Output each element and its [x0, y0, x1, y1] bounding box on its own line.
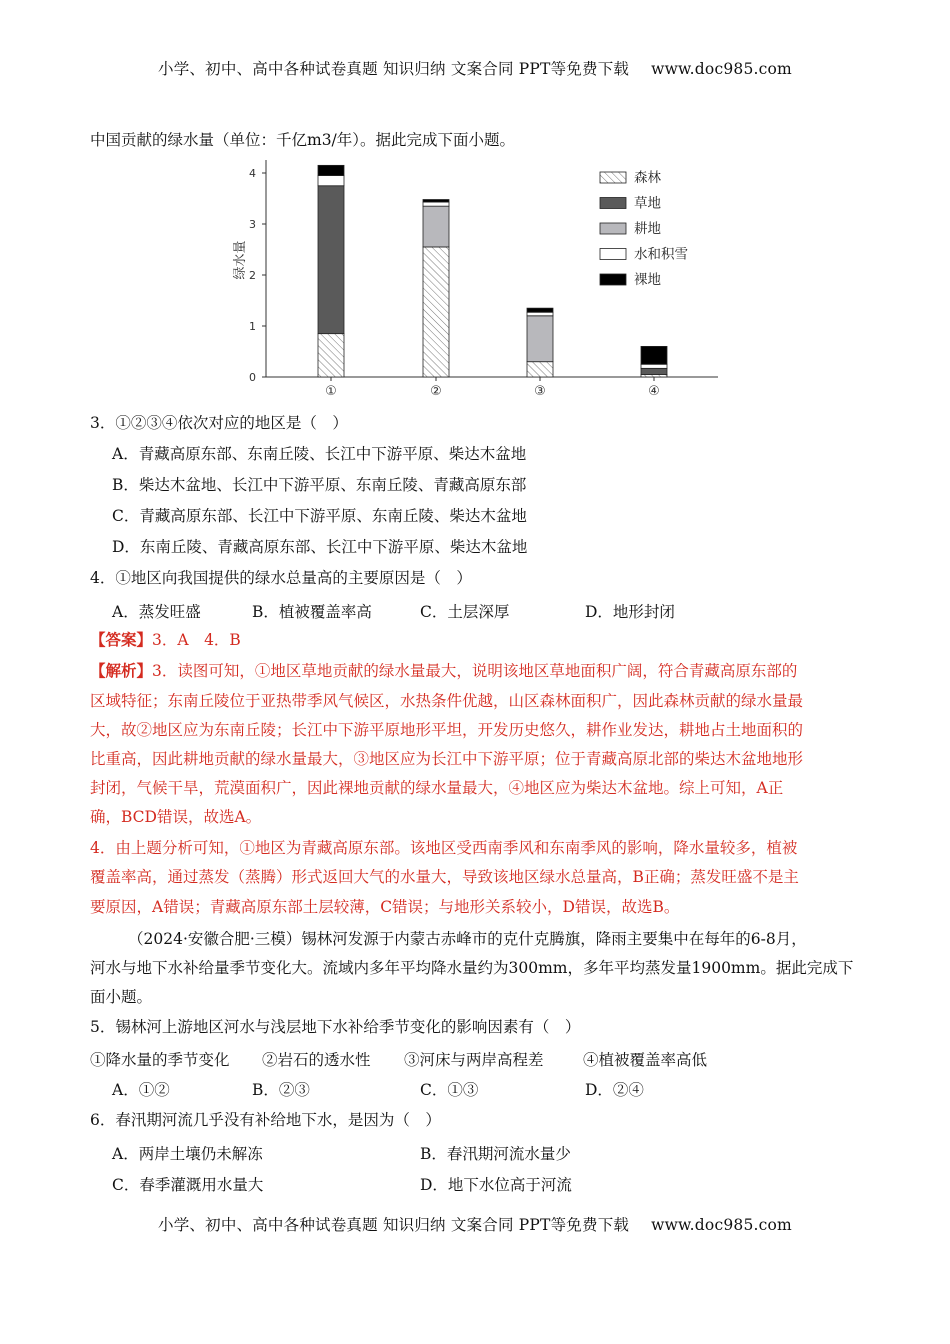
- passage-line-1: （2024·安徽合肥·三模）锡林河发源于内蒙古赤峰市的克什克腾旗，降雨主要集中在每年的6-8月，: [128, 930, 807, 948]
- q5-factor-1: ①降水量的季节变化: [90, 1051, 230, 1069]
- bar-segment: [318, 334, 344, 377]
- passage-line-2: 河水与地下水补给量季节变化大。流域内多年平均降水量约为300mm，多年平均蒸发量1900mm。据此完成下: [90, 959, 854, 977]
- q6-option-a[interactable]: A．两岸土壤仍未解冻: [112, 1145, 263, 1163]
- bar-segment: [423, 200, 449, 203]
- bar-segment: [423, 247, 449, 377]
- footer-text: 小学、初中、高中各种试卷真题 知识归纳 文案合同 PPT等免费下载: [158, 1216, 630, 1234]
- analysis-line-3: 大，故②地区应为东南丘陵；长江中下游平原地形平坦，开发历史悠久，耕作业发达，耕地占土地面积的: [90, 721, 804, 739]
- page-footer: [0, 1213, 950, 1235]
- q3-option-c[interactable]: C．青藏高原东部、长江中下游平原、东南丘陵、柴达木盆地: [112, 507, 527, 525]
- x-tick-label: ②: [430, 384, 442, 399]
- bar-segment: [318, 186, 344, 334]
- legend-swatch: [600, 249, 626, 260]
- bar-segment: [527, 316, 553, 362]
- passage-line-3: 面小题。: [90, 988, 153, 1006]
- y-axis-label: 绿水量: [233, 240, 248, 280]
- y-tick-label: 0: [249, 371, 256, 384]
- y-tick-label: 4: [249, 167, 256, 180]
- y-tick-label: 2: [249, 269, 256, 282]
- analysis-line-9: 要原因，A错误；青藏高原东部土层较薄，C错误；与地形关系较小，D错误，故选B。: [90, 898, 680, 916]
- header-url[interactable]: www.doc985.com: [651, 60, 792, 78]
- legend-label: 草地: [634, 195, 661, 212]
- q3-option-b[interactable]: B．柴达木盆地、长江中下游平原、东南丘陵、青藏高原东部: [112, 476, 527, 494]
- analysis-line-2: 区域特征；东南丘陵位于亚热带季风气候区，水热条件优越，山区森林面积广，因此森林贡献的绿水量最: [90, 692, 804, 710]
- legend-label: 裸地: [634, 272, 661, 288]
- q4-option-c[interactable]: C．土层深厚: [420, 603, 510, 621]
- q5-option-a[interactable]: A．①②: [112, 1081, 170, 1099]
- q6-option-d[interactable]: D．地下水位高于河流: [420, 1176, 572, 1194]
- q3-stem: 3．①②③④依次对应的地区是（ ）: [90, 414, 348, 432]
- analysis-line-6: 确，BCD错误，故选A。: [90, 808, 262, 826]
- legend-swatch: [600, 198, 626, 209]
- legend-swatch: [600, 223, 626, 234]
- x-tick-label: ①: [325, 384, 337, 399]
- q3-option-a[interactable]: A．青藏高原东部、东南丘陵、长江中下游平原、柴达木盆地: [112, 445, 527, 463]
- q5-factor-2: ②岩石的透水性: [262, 1051, 371, 1069]
- legend-swatch: [600, 172, 626, 183]
- legend-label: 水和积雪: [634, 246, 688, 263]
- q5-option-d[interactable]: D．②④: [585, 1081, 644, 1099]
- bar-segment: [318, 176, 344, 186]
- analysis-line-4: 比重高，因此耕地贡献的绿水量最大，③地区应为长江中下游平原；位于青藏高原北部的柴达木盆地地形: [90, 750, 804, 768]
- legend-label: 森林: [634, 170, 661, 186]
- analysis-line-5: 封闭，气候干旱，荒漠面积广，因此裸地贡献的绿水量最大，④地区应为柴达木盆地。综上可知，A正: [90, 779, 784, 797]
- x-tick-label: ③: [534, 384, 546, 399]
- q6-option-b[interactable]: B．春汛期河流水量少: [420, 1145, 571, 1163]
- y-tick-label: 1: [249, 320, 256, 333]
- analysis-line-8: 覆盖率高，通过蒸发（蒸腾）形式返回大气的水量大，导致该地区绿水总量高，B正确；蒸发旺盛不是主: [90, 868, 799, 886]
- footer-url[interactable]: www.doc985.com: [651, 1216, 792, 1234]
- x-tick-label: ④: [648, 384, 660, 399]
- q6-stem: 6．春汛期河流几乎没有补给地下水，是因为（ ）: [90, 1111, 441, 1129]
- answer-line: [90, 629, 241, 651]
- q5-factor-3: ③河床与两岸高程差: [404, 1051, 544, 1069]
- q3-option-d[interactable]: D．东南丘陵、青藏高原东部、长江中下游平原、柴达木盆地: [112, 538, 528, 556]
- bar-segment: [527, 308, 553, 312]
- green-water-chart: [210, 160, 730, 400]
- bar-segment: [527, 362, 553, 377]
- q4-stem: 4．①地区向我国提供的绿水总量高的主要原因是（ ）: [90, 569, 472, 587]
- bar-segment: [318, 165, 344, 175]
- q5-stem: 5．锡林河上游地区河水与浅层地下水补给季节变化的影响因素有（ ）: [90, 1018, 581, 1036]
- answer-label: 【答案】: [90, 630, 153, 649]
- page-header: [0, 57, 950, 79]
- bar-segment: [423, 202, 449, 206]
- analysis-line-7: 4．由上题分析可知，①地区为青藏高原东部。该地区受西南季风和东南季风的影响，降水量较多，植被: [90, 839, 798, 857]
- q4-option-a[interactable]: A．蒸发旺盛: [112, 603, 201, 621]
- q4-option-b[interactable]: B．植被覆盖率高: [252, 603, 372, 621]
- bar-segment: [527, 312, 553, 316]
- q5-factor-4: ④植被覆盖率高低: [583, 1051, 708, 1069]
- bar-segment: [423, 206, 449, 247]
- header-text: 小学、初中、高中各种试卷真题 知识归纳 文案合同 PPT等免费下载: [158, 60, 630, 78]
- analysis-text: 3．读图可知，①地区草地贡献的绿水量最大，说明该地区草地面积广阔，符合青藏高原东部的: [152, 662, 798, 680]
- q4-option-d[interactable]: D．地形封闭: [585, 603, 675, 621]
- q5-option-b[interactable]: B．②③: [252, 1081, 310, 1099]
- q5-option-c[interactable]: C．①③: [420, 1081, 479, 1099]
- analysis-label: 【解析】: [90, 661, 153, 680]
- legend-label: 耕地: [634, 221, 661, 237]
- answer-text: 3．A 4．B: [152, 631, 241, 649]
- bar-segment: [641, 364, 667, 368]
- y-tick-label: 3: [249, 218, 256, 231]
- q6-option-c[interactable]: C．春季灌溉用水量大: [112, 1176, 264, 1194]
- analysis-line-1: [90, 660, 797, 682]
- chart-intro: 中国贡献的绿水量（单位：千亿m3/年）。据此完成下面小题。: [90, 131, 516, 149]
- bar-segment: [641, 346, 667, 364]
- bar-segment: [641, 368, 667, 374]
- legend-swatch: [600, 274, 626, 285]
